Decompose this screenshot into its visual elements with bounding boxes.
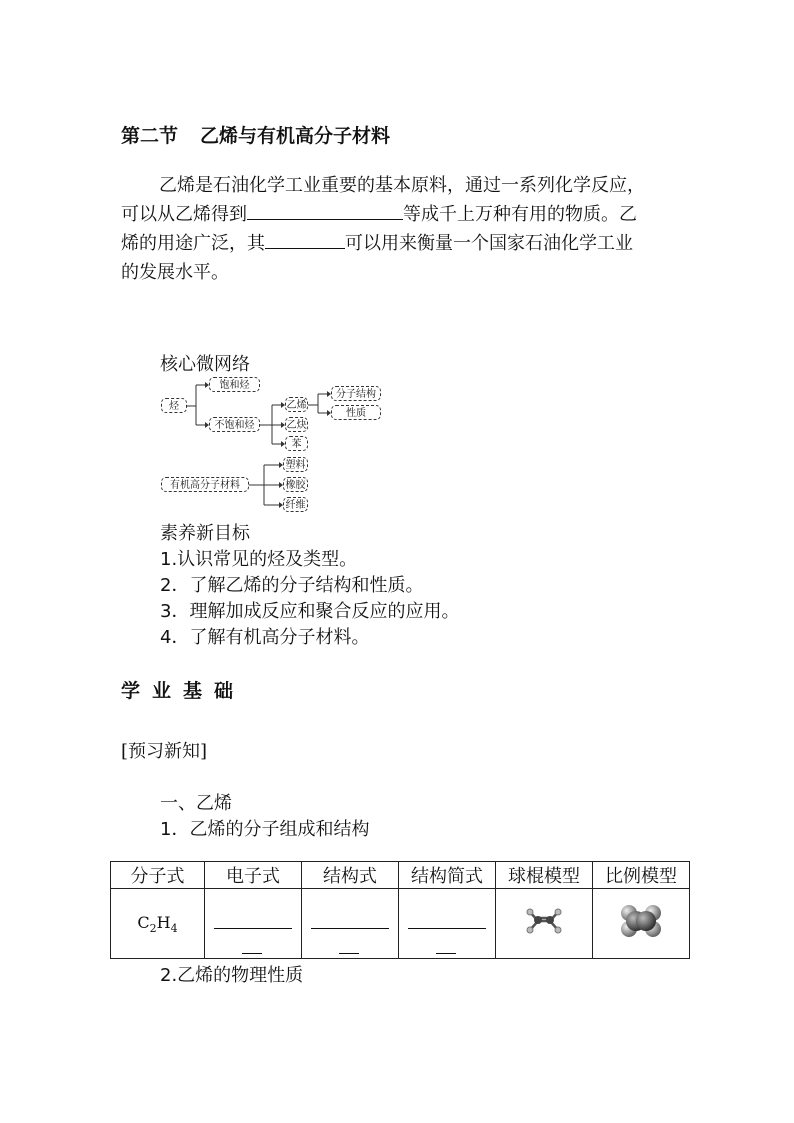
fill-blank[interactable]: [408, 928, 486, 929]
intro-line-1: 乙烯是石油化学工业重要的基本原料，通过一系列化学反应，: [159, 175, 645, 196]
part-title: 一、乙烯: [160, 793, 232, 814]
node-benzene: 苯: [285, 436, 308, 451]
fill-blank[interactable]: [311, 928, 389, 929]
formula-c-sub: 2: [149, 922, 157, 936]
table-header: 球棍模型: [496, 862, 593, 889]
intro-text: 可以用来衡量一个国家石油化学工业: [345, 233, 633, 254]
intro-line-4: 的发展水平。: [121, 262, 229, 283]
node-hydrocarbon: 烃: [161, 398, 187, 413]
node-unsaturated: 不饱和烃: [209, 417, 260, 432]
table-header: 结构简式: [399, 862, 496, 889]
section-label: 第二节: [121, 125, 179, 147]
node-fiber: 纤维: [283, 497, 308, 512]
goal-item: 1.认识常见的烃及类型。: [160, 549, 358, 570]
molecular-formula: [111, 889, 205, 959]
node-saturated: 饱和烃: [209, 377, 260, 392]
ball-stick-model-image: [524, 904, 564, 938]
space-filling-model: [593, 889, 690, 959]
table-header-row: [111, 862, 690, 889]
subsection-title: 2.乙烯的物理性质: [160, 965, 304, 986]
ethylene-structure-table: [110, 861, 690, 959]
intro-text: 烯的用途广泛，其: [121, 233, 265, 254]
table-row: [111, 889, 690, 959]
table-header: 电子式: [205, 862, 302, 889]
node-properties: 性质: [331, 405, 381, 420]
goal-item: 2．了解乙烯的分子结构和性质。: [160, 575, 424, 596]
structural-formula-blank[interactable]: [302, 889, 399, 959]
network-title: 核心微网络: [160, 354, 250, 375]
subsection-title: 1．乙烯的分子组成和结构: [160, 819, 370, 840]
formula-h: H: [156, 912, 171, 932]
table-header: 分子式: [111, 862, 205, 889]
intro-text: 可以从乙烯得到: [121, 204, 247, 225]
node-rubber: 橡胶: [283, 477, 308, 492]
condensed-formula-blank[interactable]: [399, 889, 496, 959]
formula-c: C: [137, 912, 150, 932]
space-filling-model-image: [619, 903, 663, 939]
node-ethylene: 乙烯: [285, 397, 308, 412]
node-acetylene: 乙炔: [285, 417, 308, 432]
table-header: 结构式: [302, 862, 399, 889]
preview-label: [预习新知]: [121, 741, 208, 762]
electron-formula-blank[interactable]: [205, 889, 302, 959]
node-plastic: 塑料: [283, 457, 308, 472]
study-heading: 学业基础: [121, 680, 246, 702]
intro-text: 等成千上万种有用的物质。乙: [403, 204, 637, 225]
node-polymer: 有机高分子材料: [161, 477, 249, 492]
node-molecular-structure: 分子结构: [331, 386, 381, 401]
section-title-text: 乙烯与有机高分子材料: [200, 125, 391, 147]
goals-title: 素养新目标: [160, 523, 250, 544]
table-header: 比例模型: [593, 862, 690, 889]
ball-stick-model: [496, 889, 593, 959]
goal-item: 4．了解有机高分子材料。: [160, 627, 370, 648]
formula-h-sub: 4: [170, 922, 178, 936]
goal-item: 3．理解加成反应和聚合反应的应用。: [160, 601, 460, 622]
fill-blank[interactable]: [214, 928, 292, 929]
